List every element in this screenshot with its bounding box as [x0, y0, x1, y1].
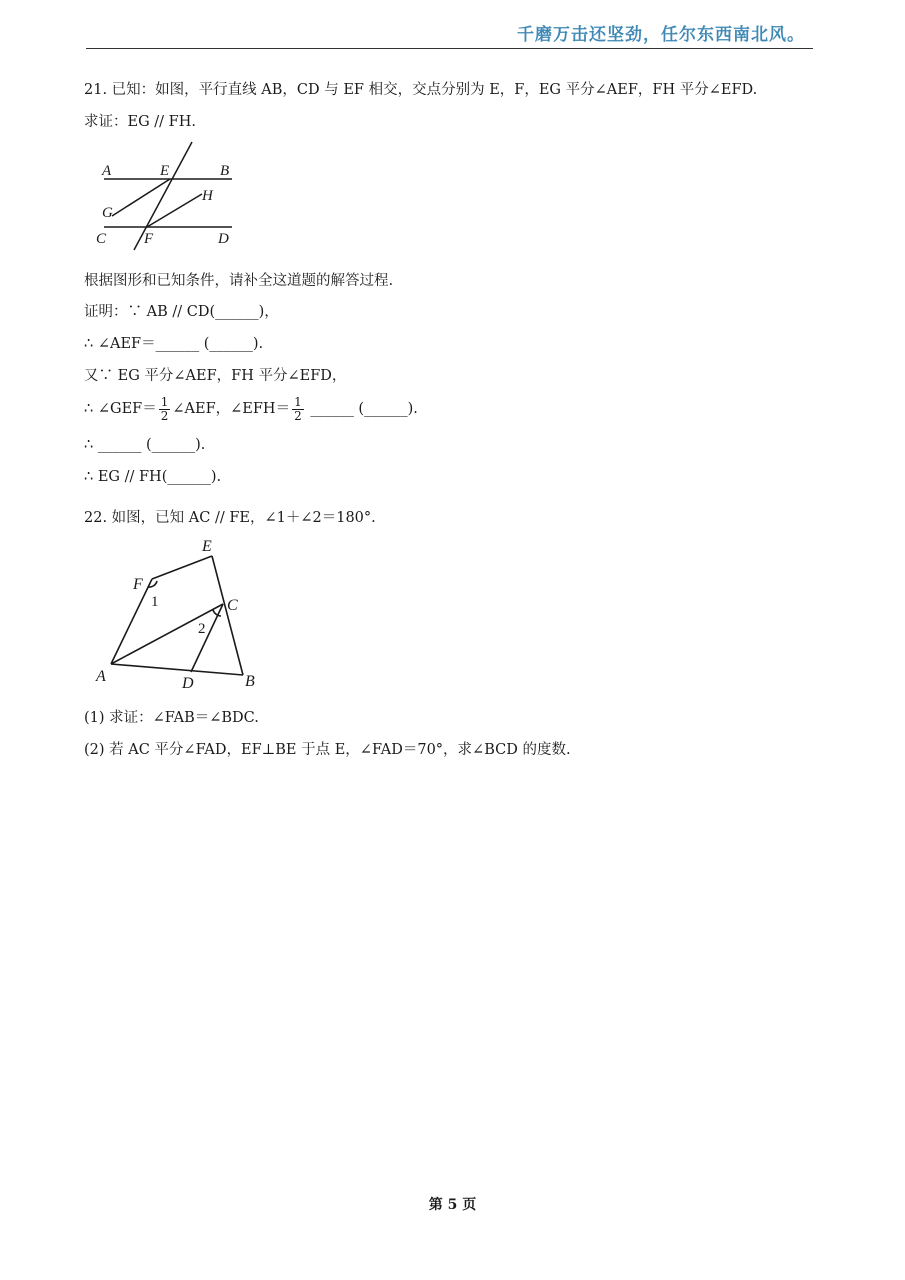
label-G: G: [102, 205, 113, 221]
segment-fe: [152, 556, 212, 579]
label-angle-1: 1: [151, 594, 159, 610]
q21-step3: 又∵ EG 平分∠AEF，FH 平分∠EFD，: [84, 368, 347, 384]
label-B: B: [220, 163, 230, 179]
q22-part1: (1) 求证：∠FAB＝∠BDC.: [84, 710, 259, 726]
label-F: F: [133, 576, 143, 593]
q21-step4-c: ______ (______).: [310, 401, 418, 417]
label-D: D: [182, 675, 194, 692]
header-motto: 千磨万击还坚劲，任尔东西南北风。: [517, 25, 805, 45]
q21-step1: 证明：∵ AB // CD(______)，: [84, 304, 279, 320]
fraction-half-2: [292, 396, 304, 423]
q21-step2: ∴ ∠AEF＝______ (______).: [84, 336, 264, 352]
label-B: B: [245, 673, 255, 690]
header-rule: [86, 48, 813, 49]
segment-cd: [191, 604, 223, 672]
label-D: D: [218, 231, 229, 247]
frac-num: 1: [160, 394, 169, 409]
label-A: A: [102, 163, 112, 179]
segment-ac: [111, 604, 223, 664]
label-F: F: [144, 231, 154, 247]
q22-part2: (2) 若 AC 平分∠FAD，EF⊥BE 于点 E，∠FAD＝70°，求∠BCD 的度数.: [84, 742, 571, 758]
label-H: H: [202, 188, 213, 204]
q21-instruction: 根据图形和已知条件，请补全这道题的解答过程.: [84, 273, 394, 289]
segment-ab: [111, 664, 243, 675]
q22-figure: [90, 532, 280, 697]
frac-den: 2: [160, 408, 169, 423]
q21-prove: 求证：EG // FH.: [84, 114, 196, 130]
q21-step5: ∴ ______ (______).: [84, 437, 206, 453]
fraction-half-1: [159, 396, 171, 423]
label-A: A: [96, 668, 106, 685]
q21-step4-a: ∴ ∠GEF＝: [84, 401, 157, 417]
label-C: C: [227, 597, 238, 614]
ray-eg: [112, 179, 170, 216]
q21-statement: 21. 已知：如图，平行直线 AB，CD 与 EF 相交，交点分别为 E，F，EG 平分∠AEF，FH 平分∠EFD.: [84, 82, 758, 98]
q22-statement: 22. 如图，已知 AC // FE，∠1＋∠2＝180°.: [84, 510, 376, 526]
segment-fa: [111, 579, 152, 664]
frac-num: 1: [294, 394, 302, 409]
q21-step6: ∴ EG // FH(______).: [84, 469, 222, 485]
label-E: E: [160, 163, 170, 179]
q21-step4: [84, 392, 418, 426]
q21-figure: [90, 138, 240, 253]
label-angle-2: 2: [198, 621, 206, 637]
frac-den: 2: [294, 408, 302, 423]
label-C: C: [96, 231, 107, 247]
page-number: 第 5 页: [428, 1197, 477, 1213]
q21-step4-b: ∠AEF，∠EFH＝: [172, 401, 291, 417]
label-E: E: [202, 538, 212, 555]
